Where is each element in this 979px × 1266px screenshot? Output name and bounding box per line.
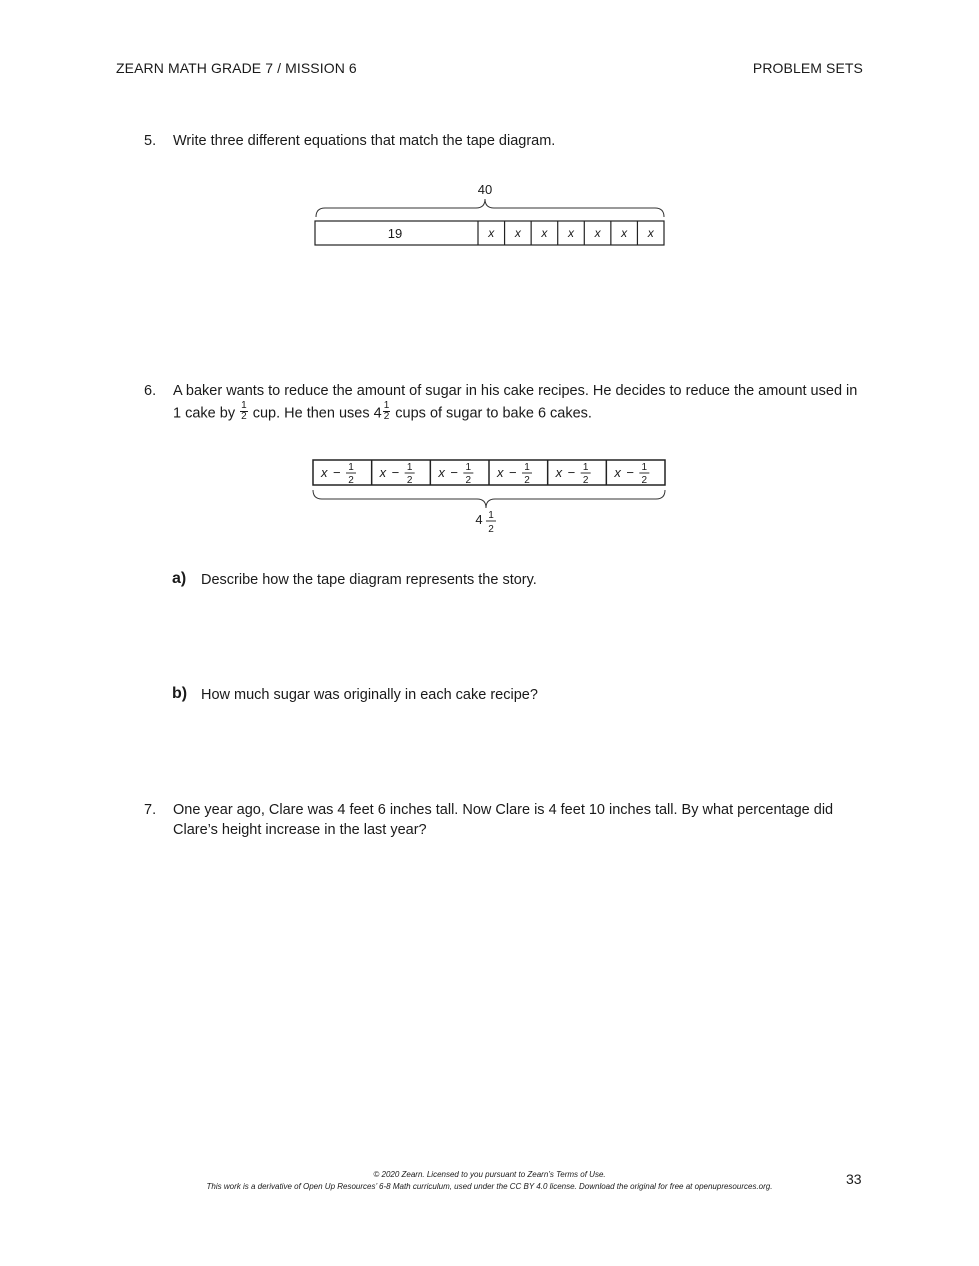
footer-copyright: © 2020 Zearn. Licensed to you pursuant to Zearn’s Terms of Use. [373, 1170, 606, 1179]
q6b-text: How much sugar was originally in each cake recipe? [201, 687, 538, 703]
q5-x-cell: x [488, 226, 495, 240]
q6-total-num: 1 [488, 510, 494, 521]
q5-tape-diagram [300, 175, 680, 255]
q5-total-label: 40 [477, 182, 493, 197]
svg-text:x: x [555, 465, 563, 480]
svg-text:1: 1 [348, 462, 354, 473]
svg-text:1: 1 [582, 462, 589, 473]
svg-text:2: 2 [406, 475, 413, 486]
q5-first-segment: 19 [387, 226, 403, 241]
q6-line2 [173, 400, 592, 424]
svg-text:x: x [614, 465, 621, 480]
q7-line2: Clare’s height increase in the last year? [173, 822, 427, 838]
svg-text:−: − [333, 465, 341, 480]
svg-text:2: 2 [348, 475, 354, 486]
q6-tape-diagram [300, 452, 680, 542]
q5-text: Write three different equations that match the tape diagram. [173, 133, 556, 149]
q6b-label: b) [172, 685, 188, 702]
q6-total-den: 2 [488, 524, 494, 535]
q6-line2-c: cups of sugar to bake 6 cakes. [395, 405, 592, 422]
svg-text:1: 1 [406, 462, 413, 473]
svg-text:1: 1 [524, 462, 530, 473]
footer-license: This work is a derivative of Open Up Resources’ 6-8 Math curriculum, used under the CC BY 4.0 license. Download the original for free at openupresources.org. [206, 1182, 773, 1191]
page-number: 33 [846, 1171, 862, 1187]
q6-fraction-half-2: $\frac{1}{2}$ [383, 400, 390, 422]
svg-text:2: 2 [465, 475, 472, 486]
svg-text:x: x [438, 465, 445, 480]
svg-text:2: 2 [524, 475, 530, 486]
svg-text:1: 1 [641, 462, 648, 473]
q7-number: 7. [144, 802, 157, 818]
svg-text:x: x [321, 465, 328, 480]
q6-line2-b: cup. He then uses 4 [252, 405, 382, 422]
q6-line2-a: 1 cake by [173, 405, 236, 422]
q5-number: 5. [144, 133, 157, 149]
header-section: PROBLEM SETS [752, 60, 863, 76]
q6-number: 6. [144, 383, 157, 399]
svg-text:−: − [391, 465, 400, 480]
svg-text:−: − [626, 465, 634, 480]
svg-text:−: − [509, 465, 517, 480]
q6-cells [313, 460, 665, 486]
q5-x-cell: x [568, 226, 574, 240]
q5-x-cell: x [621, 226, 628, 240]
q6-fraction-half: $\frac{1}{2}$ [241, 400, 247, 422]
q5-brace [316, 199, 664, 217]
q6-line1: A baker wants to reduce the amount of sugar in his cake recipes. He decides to reduce the amount used in [173, 383, 858, 399]
q5-x-cell: x [514, 226, 521, 240]
svg-text:2: 2 [641, 475, 648, 486]
q6a-text: Describe how the tape diagram represents the story. [201, 572, 537, 588]
q5-x-cell: x [594, 226, 601, 240]
header-title: ZEARN MATH GRADE 7 / MISSION 6 [116, 60, 357, 76]
svg-text:x: x [497, 465, 504, 480]
q5-x-cell: x [541, 226, 548, 240]
q6-brace [313, 490, 665, 508]
q5-x-cell: x [647, 226, 654, 240]
q6a-label: a) [172, 570, 187, 587]
q6-total-whole: 4 [475, 512, 483, 527]
svg-text:−: − [567, 465, 576, 480]
svg-text:x: x [379, 465, 387, 480]
q7-line1: One year ago, Clare was 4 feet 6 inches tall. Now Clare is 4 feet 10 inches tall. By what percentage did [173, 802, 834, 818]
svg-text:1: 1 [465, 462, 472, 473]
svg-text:2: 2 [582, 475, 589, 486]
svg-text:−: − [450, 465, 458, 480]
